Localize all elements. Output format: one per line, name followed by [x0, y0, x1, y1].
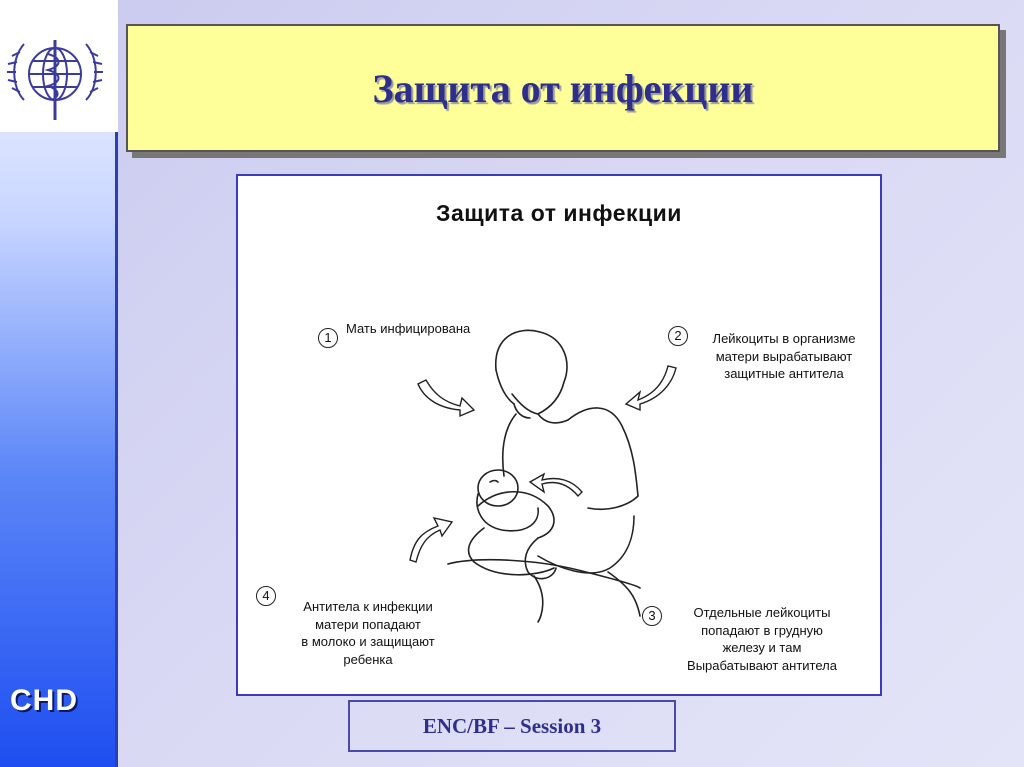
slide-title-box: [126, 24, 1000, 152]
step-4-line-3: в молоко и защищают: [301, 634, 435, 649]
step-3-label: [662, 604, 862, 674]
session-label: ENC/BF – Session 3: [422, 713, 602, 738]
step-2-line-1: Лейкоциты в организме: [712, 331, 856, 346]
step-3-line-3: железу и там: [722, 640, 802, 655]
left-sidebar: [0, 0, 118, 767]
who-emblem-icon: [0, 0, 118, 132]
step-2-line-3: защитные антитела: [724, 366, 844, 381]
step-2-number: 2: [668, 326, 688, 346]
step-1-number: 1: [318, 328, 338, 348]
step-1-line-1: Мать инфицирована: [346, 321, 471, 336]
step-4-line-2: матери попадают: [315, 616, 421, 632]
slide-title: Защита от инфекции: [372, 65, 754, 111]
step-3-line-4: Вырабатывают антитела: [687, 657, 837, 673]
step-4-label: [278, 598, 458, 668]
logo-area: [0, 0, 118, 132]
step-4-line-4: ребенка: [343, 651, 393, 667]
figure-title: Защита от инфекции: [436, 200, 682, 226]
brand-label: CHD: [10, 684, 78, 717]
diagram-figure: [236, 174, 882, 696]
footer-box: [348, 700, 676, 752]
step-4-number: 4: [256, 586, 276, 606]
curved-arrow-icon: [410, 366, 676, 562]
step-3-number: 3: [642, 606, 662, 626]
step-1-label: [346, 320, 470, 338]
step-3-line-1: Отдельные лейкоциты: [693, 605, 831, 620]
step-2-line-2: матери вырабатывают: [715, 348, 853, 364]
step-2-label: [686, 330, 882, 383]
step-4-line-1: Антитела к инфекции: [303, 599, 433, 614]
step-3-line-2: попадают в грудную: [701, 622, 823, 638]
